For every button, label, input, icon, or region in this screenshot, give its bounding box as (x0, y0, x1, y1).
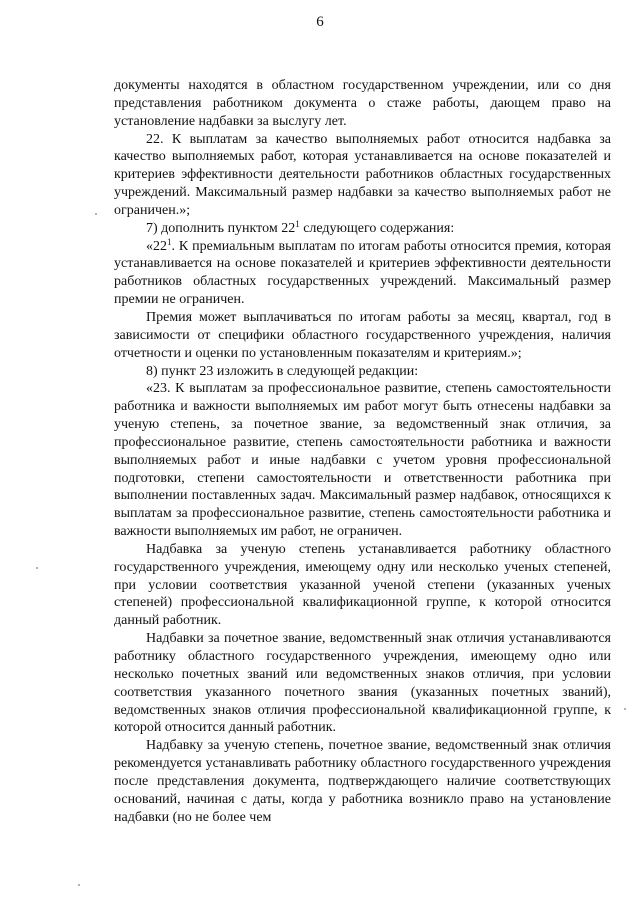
paragraph-continuation: документы находятся в областном государственном учреждении, или со дня представления работником документа о стаже работы, дающем право на установление надбавки за выслугу лет. (114, 78, 611, 129)
paragraph-academic-degree: Надбавка за ученую степень устанавливается работнику областного государственного учреждения, имеющему одну или несколько ученых степеней, при условии соответствия указанной ученой степени (указанных ученых степеней) профессиональной квалификационной группе, к которой относится данный работник. (114, 541, 611, 629)
scan-speck (36, 567, 38, 569)
document-body (114, 77, 611, 826)
amendment-7-text-start: 7) дополнить пунктом 22 (146, 220, 296, 236)
scan-speck (624, 708, 626, 710)
paragraph-award-timing: Надбавку за ученую степень, почетное звание, ведомственный знак отличия рекомендуется устанавливать работнику областного государственного учреждения после представления документа, подтверждающего наличие соответствующих оснований, начиная с даты, когда у работника возникло право на установление надбавки (но не более чем (114, 738, 611, 825)
paragraph-bonus-periods: Премия может выплачиваться по итогам работы за месяц, квартал, год в зависимости от специфики областного государственного учреждения, наличия отчетности и оценки по установленным показателям и критериям.»; (114, 309, 611, 361)
paragraph-item-23: «23. К выплатам за профессиональное развитие, степень самостоятельности работника и важности выполняемых им работ могут быть отнесены надбавки за ученую степень, за почетное звание, за ведомственный знак отличия, за профессиональное развитие, степень самостоятельности работника и важности выполняемых работ и иные надбавки с учетом уровня профессиональной подготовки, степени самостоятельности и ответственности работника при выполнении поставленных задач. Максимальный размер надбавок, относящихся к выплатам за профессиональное развитие, степень самостоятельности работника и важности выполняемых им работ, не ограничен. (114, 381, 611, 540)
scan-speck (78, 884, 80, 886)
paragraph-item-22-1 (114, 238, 611, 309)
paragraph-amendment-8: 8) пункт 23 изложить в следующей редакции: (146, 363, 419, 379)
page-number: 6 (316, 14, 324, 30)
superscript-index: 1 (295, 218, 300, 229)
scan-speck (95, 213, 97, 215)
paragraph-item-22: 22. К выплатам за качество выполняемых работ относится надбавка за качество выполняемых работ, которая устанавливается на основе показателей и критериев эффективности деятельности работников областных государственных учреждений. Максимальный размер надбавки за качество выполняемых работ не ограничен.»; (114, 131, 611, 218)
superscript-index: 1 (167, 236, 172, 247)
item-22-1-number: «22 (146, 238, 167, 254)
item-22-1-text: . К премиальным выплатам по итогам работы относится премия, которая устанавливается на основе показателей и критериев эффективности деятельности работников областных государственных учреждений. Максимальный размер премии не ограничен. (114, 238, 611, 308)
paragraph-amendment-7 (114, 220, 611, 238)
amendment-7-text-end: следующего содержания: (299, 220, 455, 236)
paragraph-honorary-title: Надбавки за почетное звание, ведомственный знак отличия устанавливаются работнику областного государственного учреждения, имеющему одно или несколько почетных званий или ведомственных знаков отличия, при условии соответствия указанного почетного звания (указанных почетных званий), ведомственных знаков отличия профессиональной квалификационной группе, к которой относится данный работник. (114, 631, 611, 736)
